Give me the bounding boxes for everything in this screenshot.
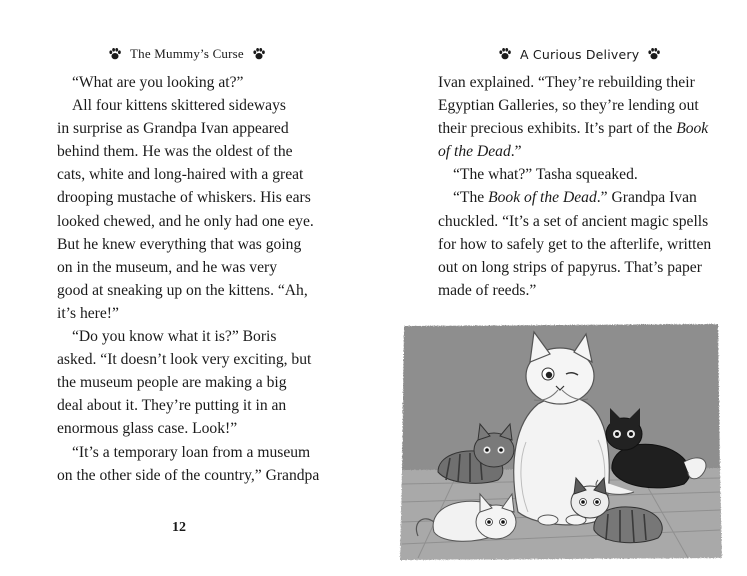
text-line: looked chewed, and he only had one eye. xyxy=(57,212,314,230)
paw-print-icon xyxy=(108,47,122,61)
text-line: “The what?” Tasha squeaked. xyxy=(453,166,638,184)
right-running-head xyxy=(498,44,661,64)
book-title-italic: Book xyxy=(676,120,709,138)
text-line: Egyptian Galleries, so they’re lending out xyxy=(438,97,699,115)
text-line: out on long strips of papyrus. That’s paper xyxy=(438,258,702,276)
text-line: All four kittens skittered sideways xyxy=(72,97,286,115)
text-span: .” Grandpa Ivan xyxy=(596,189,697,207)
text-line: for how to safely get to the afterlife, written xyxy=(438,235,712,253)
book-title-italic: Book of the Dead xyxy=(488,189,597,207)
right-body-text xyxy=(438,71,711,302)
text-line: behind them. He was the oldest of the xyxy=(57,143,293,161)
text-line: the museum people are making a big xyxy=(57,374,287,392)
left-running-head-title: The Mummy’s Curse xyxy=(130,46,244,61)
paw-print-icon xyxy=(647,47,661,61)
text-line: Ivan explained. “They’re rebuilding their xyxy=(438,74,695,91)
text-span: their precious exhibits. It’s part of the xyxy=(438,120,673,138)
text-line: deal about it. They’re putting it in an xyxy=(57,397,287,415)
cats-illustration xyxy=(398,322,724,561)
text-line xyxy=(438,186,711,209)
text-line: But he knew everything that was going xyxy=(57,235,302,253)
text-line: “Do you know what it is?” Boris xyxy=(72,328,277,346)
text-line: on the other side of the country,” Grandpa xyxy=(57,466,320,484)
right-running-head-title: A Curious Delivery xyxy=(520,46,640,62)
text-line: “It’s a temporary loan from a museum xyxy=(72,443,311,461)
left-page xyxy=(0,0,373,576)
left-running-head xyxy=(108,44,266,64)
text-line: in surprise as Grandpa Ivan appeared xyxy=(57,120,289,138)
text-span: .” xyxy=(510,143,522,161)
text-line: it’s here!” xyxy=(57,304,119,322)
book-title-italic: of the Dead xyxy=(438,143,511,161)
text-line xyxy=(438,140,711,163)
text-span: “The xyxy=(453,189,485,207)
text-line: on in the museum, and he was very xyxy=(57,258,277,276)
left-body-text xyxy=(57,71,319,487)
text-line: chuckled. “It’s a set of ancient magic spells xyxy=(438,212,709,230)
text-line: made of reeds.” xyxy=(438,281,537,299)
text-line: asked. “It doesn’t look very exciting, but xyxy=(57,351,312,369)
text-line: drooping mustache of whiskers. His ears xyxy=(57,189,311,207)
text-line: cats, white and long-haired with a great xyxy=(57,166,304,184)
page-number: 12 xyxy=(172,520,186,535)
text-line: enormous glass case. Look!” xyxy=(57,420,238,438)
text-line: good at sneaking up on the kittens. “Ah, xyxy=(57,281,308,299)
paw-print-icon xyxy=(252,47,266,61)
paw-print-icon xyxy=(498,47,512,61)
text-line xyxy=(438,117,711,140)
text-line: “What are you looking at?” xyxy=(72,74,244,91)
